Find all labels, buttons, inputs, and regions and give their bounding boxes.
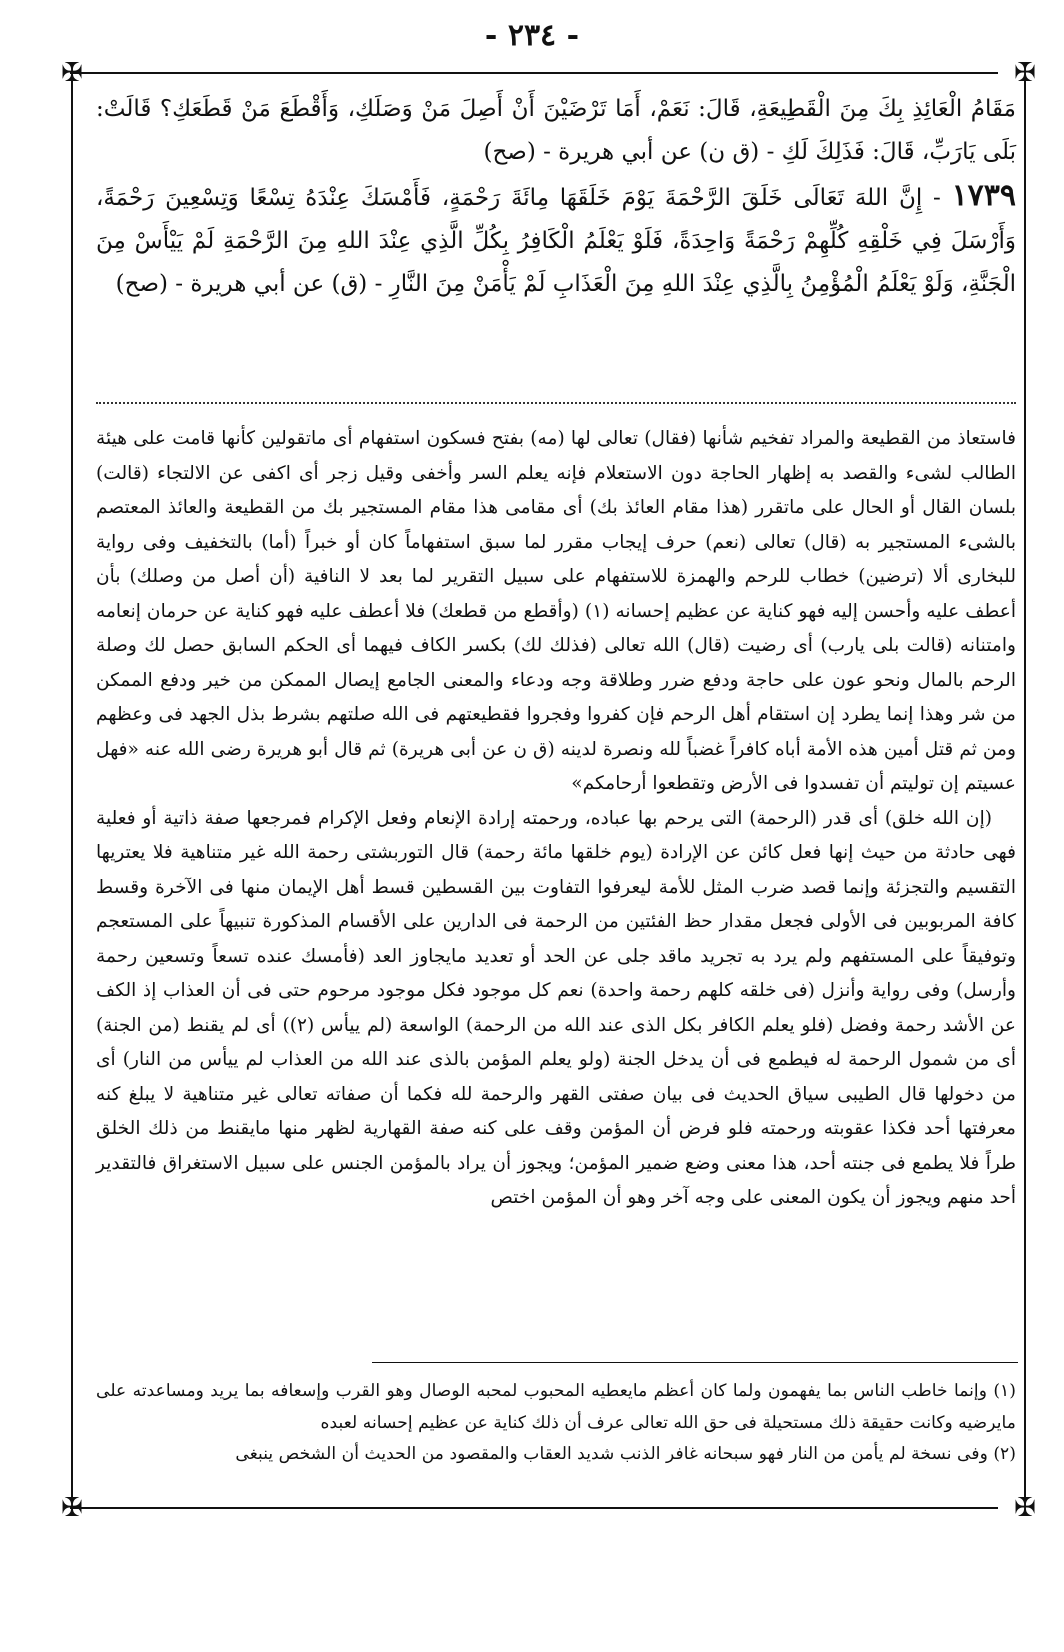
hadith-number: ١٧٣٩ bbox=[951, 178, 1017, 213]
hadith-block bbox=[96, 88, 1016, 388]
footnote-2: (٢) وفى نسخة لم يأمن من النار فهو سبحانه غافر الذنب شديد العقاب والمقصود من الحديث أن الشخص ينبغى bbox=[235, 1444, 1016, 1464]
frame-left-line bbox=[71, 80, 73, 1498]
hadith-text: - إِنَّ اللهَ تَعَالَى خَلَقَ الرَّحْمَةَ يَوْمَ خَلَقَهَا مِائَةَ رَحْمَةٍ، فَأَمْسَكَ عِنْدَهُ تِسْعًا وَتِسْعِينَ رَحْمَةً، وَأَرْسَلَ فِي خَلْقِهِ كُلِّهِمْ رَحْمَةً وَاحِدَةً، فَلَوْ يَعْلَمُ الْكَافِرُ بِكُلِّ الَّذِي عِنْدَ اللهِ مِنَ الرَّحْمَةِ لَمْ يَيْأَسْ مِنَ الْجَنَّةِ، وَلَوْ يَعْلَمُ الْمُؤْمِنُ بِالَّذِي عِنْدَ اللهِ مِنَ الْعَذَابِ لَمْ يَأْمَنْ مِنَ النَّارِ - (ق) عن أبي هريرة - (صح) bbox=[96, 185, 1016, 297]
commentary-paragraph-2: (إن الله خلق) أى قدر (الرحمة) التى يرحم بها عباده، ورحمته إرادة الإنعام وفعل الإكرام فمرجعها صفة ذاتية أو فعلية فهى حادثة من حيث إنها فعل كائن عن الإرادة (يوم خلقها مائة رحمة) قال التوربشتى رحمة الله غير متناهية فلا يعتريها التقسيم والتجزئة وإنما قصد ضرب المثل للأمة ليعرفوا التفاوت بين القسطين قسط أهل الإيمان منها فى الآخرة وقسط كافة المربوبين فى الأولى فجعل مقدار حظ الفئتين من الرحمة فى الدارين على الأقسام المذكورة تنبيهاً على المستعجم وتوفيقاً على المستفهم ولم يرد به تجريد ماقد جلى عن الحد أو تعديد مايجاوز العد (فأمسك عنده تسعاً وتسعين رحمة وأرسل) وفى رواية وأنزل (فى خلقه كلهم رحمة واحدة) نعم كل موجود فكل موجود مرحوم حتى فى أن العذاب إذ الكف عن الأشد رحمة وفضل (فلو يعلم الكافر بكل الذى عند الله من الرحمة) الواسعة (لم ييأس (٢)) أى لم يقنط (من الجنة) أى من شمول الرحمة له فيطمع فى أن يدخل الجنة (ولو يعلم المؤمن بالذى عند الله من العذاب لم ييأس من النار) أى من دخولها قال الطيبى سياق الحديث فى بيان صفتى القهر والرحمة لله فكما أن صفاته تعالى غير متناهية لا يبلغ كنه معرفتها أحد فكذا عقوبته ورحمته فلو فرض أن المؤمن وقف على كنه صفة القهارية لظهر منها مايقنط من ذلك الخلق طراً فلا يطمع فى جنته أحد، هذا معنى وضع ضمير المؤمن؛ ويجوز أن يراد بالمؤمن الجنس على سبيل الاستغراق فالتقدير أحد منهم ويجوز أن يكون المعنى على وجه آخر وهو أن المؤمن اختص bbox=[96, 807, 1016, 1208]
corner-ornament-top-right: ✠ bbox=[1014, 58, 1036, 88]
hadith-1739 bbox=[96, 174, 1016, 306]
frame-right-line bbox=[1024, 80, 1026, 1498]
footnote-separator bbox=[372, 1362, 1018, 1363]
footnote-1: (١) وإنما خاطب الناس بما يفهمون ولما كان أعظم مايعطيه المحبوب لمحبه الوصال وهو القرب وإسعافه بما يريد ومساعدته على مايرضيه وكانت حقيقة ذلك مستحيلة فى حق الله تعالى عرف أن ذلك كناية عن عظيم إحسانه لعبده bbox=[96, 1381, 1016, 1433]
corner-ornament-bottom-left: ✠ bbox=[61, 1493, 83, 1523]
hadith-continuation: مَقَامُ الْعَائِذِ بِكَ مِنَ الْقَطِيعَةِ، قَالَ: نَعَمْ، أَمَا تَرْضَيْنَ أَنْ أَصِلَ مَنْ وَصَلَكِ، وَأَقْطَعَ مَنْ قَطَعَكِ؟ قَالَتْ: بَلَى يَارَبِّ، قَالَ: فَذَلِكَ لَكِ - (ق ن) عن أبي هريرة - (صح) bbox=[96, 96, 1016, 165]
corner-ornament-top-left: ✠ bbox=[61, 58, 83, 88]
page-number: - ٢٣٤ - bbox=[484, 18, 580, 53]
frame-top-line bbox=[70, 72, 998, 74]
corner-ornament-bottom-right: ✠ bbox=[1014, 1493, 1036, 1523]
footnotes-block bbox=[96, 1376, 1016, 1471]
commentary-paragraph-1: فاستعاذ من القطيعة والمراد تفخيم شأنها (فقال) تعالى لها (مه) بفتح فسكون استفهام أى ماتقولين كأنها قامت على هيئة الطالب لشىء والقصد به إظهار الحاجة دون الاستعلام فإنه يعلم السر وأخفى وقيل زجر أى اكفى عن الالتجاء (قالت) بلسان القال أو الحال على ماتقرر (هذا مقام العائذ بك) أى مقامى هذا مقام المستجير بك من القطيعة والعائذ المعتصم بالشىء المستجير به (قال) تعالى (نعم) حرف إيجاب مقرر لما سبق استفهاماً كان أو خبراً (أما) بالتخفيف وفى رواية للبخارى ألا (ترضين) خطاب للرحم والهمزة للاستفهام على سبيل التقرير لما بعد لا النافية (أن أصل من وصلك) بأن أعطف عليه وأحسن إليه فهو كناية عن عظيم إحسانه (١) (وأقطع من قطعك) فلا أعطف عليه فهو كناية عن حرمان إنعامه وامتنانه (قالت بلى يارب) أى رضيت (قال) الله تعالى (فذلك لك) بكسر الكاف فيهما أى الحكم السابق حصل لك وصلة الرحم بالمال ونحو عون على حاجة ودفع ضرر وطلاقة وجه ودعاء والمعنى الجامع إيصال الممكن من خير ودفع الممكن من شر وهذا إنما يطرد إن استقام أهل الرحم فإن كفروا وفجروا فقطيعتهم فى الله صلتهم بشرط بذل الجهد فى وعظهم ومن ثم قتل أمين هذه الأمة أباه كافراً غضباً لله ونصرة لدينه (ق ن عن أبى هريرة) ثم قال أبو هريرة رضى الله عنه «فهل عسيتم إن توليتم أن تفسدوا فى الأرض وتقطعوا أرحامكم» bbox=[96, 428, 1016, 794]
dotted-separator bbox=[96, 402, 1016, 404]
